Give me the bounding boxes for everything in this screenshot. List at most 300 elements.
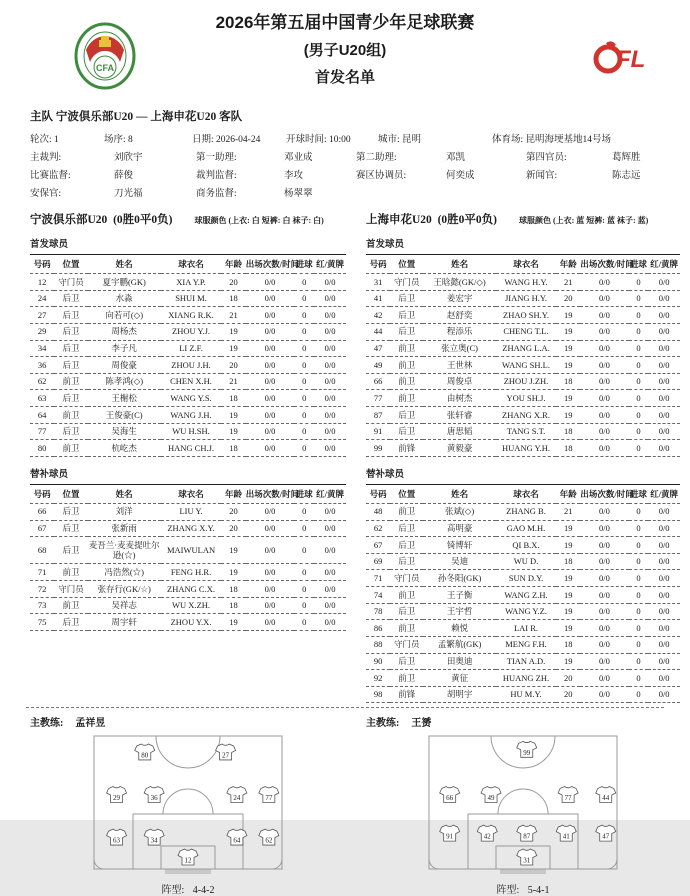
player-cell: 0/0: [580, 290, 628, 307]
col-name: 姓名: [423, 255, 495, 274]
player-cell: HUANG Y.H.: [496, 440, 556, 457]
col-apps-time: 出场次数/时间: [246, 484, 295, 503]
col-number: 号码: [366, 484, 390, 503]
player-row: [366, 373, 680, 390]
player-row: [30, 537, 346, 564]
player-cell: 周俊豪: [88, 357, 161, 374]
player-cell: 19: [556, 520, 580, 537]
jersey-icon: [440, 825, 460, 841]
jersey-number: 47: [602, 832, 610, 841]
player-cell: 0/0: [648, 636, 680, 653]
player-cell: 胡明宇: [423, 686, 495, 703]
player-cell: 0: [629, 653, 649, 670]
col-apps-time: 出场次数/时间: [580, 484, 628, 503]
official-name: 薛俊: [114, 171, 134, 181]
player-cell: 0: [629, 407, 649, 424]
player-cell: 后卫: [390, 653, 423, 670]
subs-labels-row: [0, 457, 690, 480]
player-cell: 0/0: [580, 587, 628, 604]
player-cell: 19: [556, 603, 580, 620]
col-position: 位置: [390, 255, 423, 274]
player-cell: 86: [366, 620, 390, 637]
player-cell: 后卫: [54, 520, 87, 537]
player-cell: 0/0: [648, 570, 680, 587]
player-row: [366, 537, 680, 554]
jersey-icon: [144, 829, 164, 845]
player-row: [366, 290, 680, 307]
jersey-icon: [178, 849, 198, 865]
home-starters-label: 首发球员: [30, 240, 69, 250]
player-cell: 20: [556, 670, 580, 687]
player-cell: 68: [30, 537, 54, 564]
player-cell: MENG F.H.: [496, 636, 556, 653]
away-subs-table: [366, 484, 680, 704]
player-cell: 0/0: [314, 597, 346, 614]
jersey-number: 77: [265, 794, 273, 803]
player-cell: 0: [294, 290, 314, 307]
player-cell: 20: [221, 357, 245, 374]
player-cell: 0/0: [580, 440, 628, 457]
player-row: [30, 373, 346, 390]
col-jersey-name: 球衣名: [496, 484, 556, 503]
jersey-number: 42: [483, 832, 491, 841]
col-name: 姓名: [423, 484, 495, 503]
col-number: 号码: [30, 484, 54, 503]
player-cell: 0/0: [246, 503, 295, 520]
official-role-label: 比赛监督:: [30, 171, 71, 181]
sheet-title: 首发名单: [314, 69, 375, 86]
player-cell: 0/0: [648, 440, 680, 457]
player-row: [30, 340, 346, 357]
jersey-icon: [440, 787, 460, 803]
player-cell: 0/0: [648, 553, 680, 570]
player-cell: 后卫: [390, 603, 423, 620]
player-cell: 0/0: [648, 423, 680, 440]
player-cell: 21: [556, 274, 580, 291]
jersey-number: 91: [446, 832, 454, 841]
player-cell: 陈孝鸿(◇): [88, 373, 161, 390]
player-cell: 0: [294, 274, 314, 291]
player-row: [366, 587, 680, 604]
player-cell: CHEN X.H.: [161, 373, 222, 390]
col-age: 年龄: [556, 255, 580, 274]
player-cell: HANG CH.J.: [161, 440, 222, 457]
player-row: [366, 423, 680, 440]
player-cell: 0: [629, 636, 649, 653]
player-cell: 0: [629, 603, 649, 620]
player-cell: 姜宏宇: [423, 290, 495, 307]
player-cell: 前卫: [54, 564, 87, 581]
player-cell: 18: [221, 581, 245, 598]
player-row: [366, 636, 680, 653]
pitch-row: [0, 729, 690, 875]
official-name: 刘欣宇: [114, 153, 143, 163]
player-cell: 周宇轩: [88, 614, 161, 631]
player-cell: 0: [294, 440, 314, 457]
player-cell: 19: [556, 407, 580, 424]
player-cell: 前卫: [54, 440, 87, 457]
player-cell: 0/0: [314, 503, 346, 520]
player-row: [366, 570, 680, 587]
player-cell: 0/0: [648, 407, 680, 424]
player-cell: 0: [294, 614, 314, 631]
player-cell: ZHANG X.Y.: [161, 520, 222, 537]
player-cell: WANG J.H.: [161, 407, 222, 424]
player-cell: 18: [556, 440, 580, 457]
player-cell: 67: [30, 520, 54, 537]
team-headers-row: [0, 199, 690, 227]
player-cell: HU M.Y.: [496, 686, 556, 703]
jersey-icon: [517, 825, 537, 841]
player-cell: 47: [366, 340, 390, 357]
col-name: 姓名: [88, 484, 161, 503]
player-row: [366, 553, 680, 570]
player-row: [30, 597, 346, 614]
player-cell: 42: [366, 307, 390, 324]
player-cell: 守门员: [390, 636, 423, 653]
player-cell: 前卫: [54, 373, 87, 390]
player-cell: ZHOU J.H.: [161, 357, 222, 374]
match-info-item: 城市: 昆明: [378, 135, 422, 145]
player-cell: 后卫: [390, 423, 423, 440]
player-cell: WU H.SH.: [161, 423, 222, 440]
cfa-text: CFA: [96, 63, 114, 73]
player-cell: 前锋: [390, 440, 423, 457]
jersey-icon: [227, 787, 247, 803]
player-cell: 0/0: [648, 323, 680, 340]
player-cell: 0/0: [314, 537, 346, 564]
player-row: [30, 423, 346, 440]
player-cell: 0/0: [648, 290, 680, 307]
jersey-number: 12: [184, 856, 192, 865]
home-kit-colors: 球服颜色 (上衣: 白 短裤: 白 袜子: 白): [194, 216, 324, 225]
jersey-number: 41: [562, 832, 570, 841]
player-cell: 刘洋: [88, 503, 161, 520]
player-cell: 18: [221, 440, 245, 457]
group-title: (男子U20组): [303, 42, 387, 59]
col-name: 姓名: [88, 255, 161, 274]
official-role-label: 商务监督:: [196, 189, 237, 199]
player-row: [366, 307, 680, 324]
player-row: [366, 407, 680, 424]
official-name: 何奕成: [446, 171, 475, 181]
player-cell: 王子衡: [423, 587, 495, 604]
player-cell: 水淼: [88, 290, 161, 307]
player-row: [366, 274, 680, 291]
player-cell: 20: [221, 520, 245, 537]
player-cell: 高明豪: [423, 520, 495, 537]
player-cell: TIAN A.D.: [496, 653, 556, 670]
player-cell: 赵舒奕: [423, 307, 495, 324]
officials-row: [30, 185, 690, 199]
jersey-number: 34: [150, 836, 158, 845]
jersey-icon: [481, 787, 501, 803]
official-name: 邓凯: [446, 153, 466, 163]
player-cell: 后卫: [54, 390, 87, 407]
player-cell: 0: [294, 407, 314, 424]
player-row: [30, 290, 346, 307]
player-cell: 19: [556, 307, 580, 324]
player-row: [30, 520, 346, 537]
player-cell: 19: [556, 357, 580, 374]
player-cell: 前卫: [390, 340, 423, 357]
player-cell: 88: [366, 636, 390, 653]
jersey-number: 99: [523, 749, 531, 758]
match-info-item: 体育场: 昆明海埂基地14号场: [492, 135, 612, 145]
player-cell: WANG Y.Z.: [496, 603, 556, 620]
player-row: [366, 357, 680, 374]
formation-label: 阵型:: [161, 885, 185, 896]
player-cell: 64: [30, 407, 54, 424]
player-cell: 0/0: [648, 274, 680, 291]
player-cell: 0/0: [648, 587, 680, 604]
player-cell: 78: [366, 603, 390, 620]
player-cell: ZHANG L.A.: [496, 340, 556, 357]
player-cell: 27: [30, 307, 54, 324]
player-cell: 80: [30, 440, 54, 457]
jersey-number: 36: [150, 794, 158, 803]
official-name: 杨翠翠: [284, 189, 313, 199]
player-cell: 后卫: [390, 323, 423, 340]
away-coach-name: 王赟: [411, 718, 432, 730]
player-cell: 0: [294, 581, 314, 598]
player-cell: 前卫: [390, 357, 423, 374]
player-cell: 66: [366, 373, 390, 390]
official-role-label: 主裁判:: [30, 153, 62, 163]
player-row: [366, 440, 680, 457]
player-cell: 0/0: [246, 274, 295, 291]
jersey-number: 49: [487, 794, 495, 803]
player-cell: 0/0: [246, 440, 295, 457]
player-cell: 前卫: [54, 597, 87, 614]
player-cell: 后卫: [54, 357, 87, 374]
cfa-logo-icon: [74, 22, 136, 90]
away-subs-label: 替补球员: [366, 469, 405, 480]
player-cell: 0: [629, 373, 649, 390]
player-cell: GAO M.H.: [496, 520, 556, 537]
home-starters-table-wrap: [0, 250, 352, 457]
official-role-label: 第四官员:: [526, 153, 567, 163]
player-cell: 75: [30, 614, 54, 631]
player-cell: 0: [629, 440, 649, 457]
player-cell: 0: [629, 357, 649, 374]
player-cell: 0: [629, 537, 649, 554]
player-cell: 前卫: [390, 587, 423, 604]
player-cell: 0/0: [314, 423, 346, 440]
player-cell: 71: [366, 570, 390, 587]
player-cell: 0/0: [314, 307, 346, 324]
col-jersey-name: 球衣名: [496, 255, 556, 274]
player-cell: 19: [221, 407, 245, 424]
player-cell: 77: [366, 390, 390, 407]
player-cell: 91: [366, 423, 390, 440]
player-cell: 前卫: [390, 373, 423, 390]
col-jersey-name: 球衣名: [161, 484, 222, 503]
player-cell: 19: [221, 564, 245, 581]
player-cell: 0: [629, 503, 649, 520]
player-cell: 0/0: [580, 373, 628, 390]
player-cell: 0/0: [648, 537, 680, 554]
player-cell: 0/0: [580, 620, 628, 637]
player-cell: ZHOU Y.J.: [161, 323, 222, 340]
player-cell: 夏宇鹏(GK): [88, 274, 161, 291]
cfl-logo-icon: [592, 40, 654, 76]
col-cards: 红/黄牌: [314, 484, 346, 503]
player-cell: 29: [30, 323, 54, 340]
player-cell: 0: [294, 390, 314, 407]
jersey-icon: [558, 787, 578, 803]
player-cell: SUN D.Y.: [496, 570, 556, 587]
player-cell: 0/0: [246, 340, 295, 357]
player-cell: 0: [294, 307, 314, 324]
player-cell: 吴海生: [88, 423, 161, 440]
player-cell: 0: [629, 686, 649, 703]
player-cell: 19: [221, 323, 245, 340]
player-cell: 0/0: [580, 636, 628, 653]
player-cell: 守门员: [390, 570, 423, 587]
player-cell: WU D.: [496, 553, 556, 570]
player-cell: 19: [556, 570, 580, 587]
player-cell: 0/0: [648, 603, 680, 620]
table-header-row: [30, 255, 346, 274]
player-cell: 0: [629, 290, 649, 307]
official-role-label: 新闻官:: [526, 171, 558, 181]
player-cell: 0/0: [580, 503, 628, 520]
player-cell: 0/0: [580, 686, 628, 703]
player-cell: 0: [629, 390, 649, 407]
col-number: 号码: [30, 255, 54, 274]
player-cell: QI B.X.: [496, 537, 556, 554]
player-cell: WANG H.Y.: [496, 274, 556, 291]
player-cell: 冯浩然(☆): [88, 564, 161, 581]
player-cell: 唐思韬: [423, 423, 495, 440]
player-cell: 0/0: [314, 520, 346, 537]
home-team-header: [0, 211, 352, 227]
away-starters-table-wrap: [352, 250, 690, 457]
jersey-icon: [135, 744, 155, 760]
col-goals: 进球: [629, 255, 649, 274]
player-cell: 0: [294, 423, 314, 440]
player-cell: 0: [294, 357, 314, 374]
home-starters-table: [30, 254, 346, 457]
jersey-number: 64: [233, 836, 241, 845]
player-cell: 张立奥(C): [423, 340, 495, 357]
player-row: [366, 686, 680, 703]
player-cell: 守门员: [390, 274, 423, 291]
player-row: [30, 614, 346, 631]
table-header-row: [366, 255, 680, 274]
player-cell: 92: [366, 670, 390, 687]
player-cell: 后卫: [54, 614, 87, 631]
player-cell: 0/0: [580, 670, 628, 687]
col-age: 年龄: [221, 484, 245, 503]
player-cell: 0/0: [314, 290, 346, 307]
cfl-text: FL: [616, 46, 646, 73]
jersey-number: 66: [446, 794, 454, 803]
player-cell: 前卫: [390, 390, 423, 407]
player-row: [366, 670, 680, 687]
player-cell: 0: [629, 323, 649, 340]
player-cell: 0/0: [246, 520, 295, 537]
player-cell: WANG Z.H.: [496, 587, 556, 604]
player-cell: 19: [556, 390, 580, 407]
player-cell: LAI R.: [496, 620, 556, 637]
player-cell: 74: [366, 587, 390, 604]
col-position: 位置: [390, 484, 423, 503]
away-team-header: [352, 211, 690, 227]
col-goals: 进球: [294, 484, 314, 503]
home-team-name: 宁波俱乐部U20 (0胜0平0负): [30, 214, 173, 226]
player-cell: 12: [30, 274, 54, 291]
player-cell: 87: [366, 407, 390, 424]
player-cell: 73: [30, 597, 54, 614]
player-cell: 王世林: [423, 357, 495, 374]
player-cell: 0/0: [580, 423, 628, 440]
jersey-number: 63: [113, 836, 121, 845]
player-cell: 0/0: [580, 553, 628, 570]
player-cell: 0/0: [580, 570, 628, 587]
player-cell: 20: [221, 274, 245, 291]
player-cell: 后卫: [390, 307, 423, 324]
player-cell: 18: [556, 553, 580, 570]
player-cell: 田奥迪: [423, 653, 495, 670]
match-info-row: [0, 131, 690, 145]
player-cell: 后卫: [54, 423, 87, 440]
player-cell: 44: [366, 323, 390, 340]
officials-block: [0, 149, 690, 199]
player-cell: 后卫: [54, 503, 87, 520]
match-info-item: 场序: 8: [104, 135, 133, 145]
official-name: 邓业成: [284, 153, 313, 163]
official-role-label: 第一助理:: [196, 153, 237, 163]
player-cell: 66: [30, 503, 54, 520]
player-cell: 0/0: [314, 274, 346, 291]
player-cell: 19: [221, 340, 245, 357]
competition-title: 2026年第五届中国青少年足球联赛: [215, 13, 475, 32]
player-cell: 19: [556, 620, 580, 637]
player-cell: 99: [366, 440, 390, 457]
player-row: [366, 340, 680, 357]
player-cell: 31: [366, 274, 390, 291]
jersey-icon: [144, 787, 164, 803]
player-cell: 19: [556, 587, 580, 604]
official-name: 刀光福: [114, 189, 143, 199]
player-cell: 20: [556, 686, 580, 703]
player-cell: 前卫: [390, 620, 423, 637]
player-cell: 黄毅豪: [423, 440, 495, 457]
player-cell: 77: [30, 423, 54, 440]
player-cell: 0: [629, 553, 649, 570]
player-row: [30, 307, 346, 324]
col-goals: 进球: [629, 484, 649, 503]
home-formation-pitch: [93, 735, 283, 875]
player-cell: 0/0: [580, 653, 628, 670]
player-cell: 孙冬阳(GK): [423, 570, 495, 587]
player-cell: 63: [30, 390, 54, 407]
player-cell: HUANG ZH.: [496, 670, 556, 687]
player-cell: 19: [221, 537, 245, 564]
jersey-number: 29: [113, 794, 121, 803]
player-cell: 王俊豪(C): [88, 407, 161, 424]
jersey-icon: [517, 742, 537, 758]
jersey-icon: [259, 787, 279, 803]
player-cell: 后卫: [390, 537, 423, 554]
away-coach-line: [352, 714, 690, 729]
col-cards: 红/黄牌: [648, 255, 680, 274]
player-cell: 0/0: [648, 307, 680, 324]
player-cell: 0/0: [246, 537, 295, 564]
player-cell: 守门员: [54, 581, 87, 598]
